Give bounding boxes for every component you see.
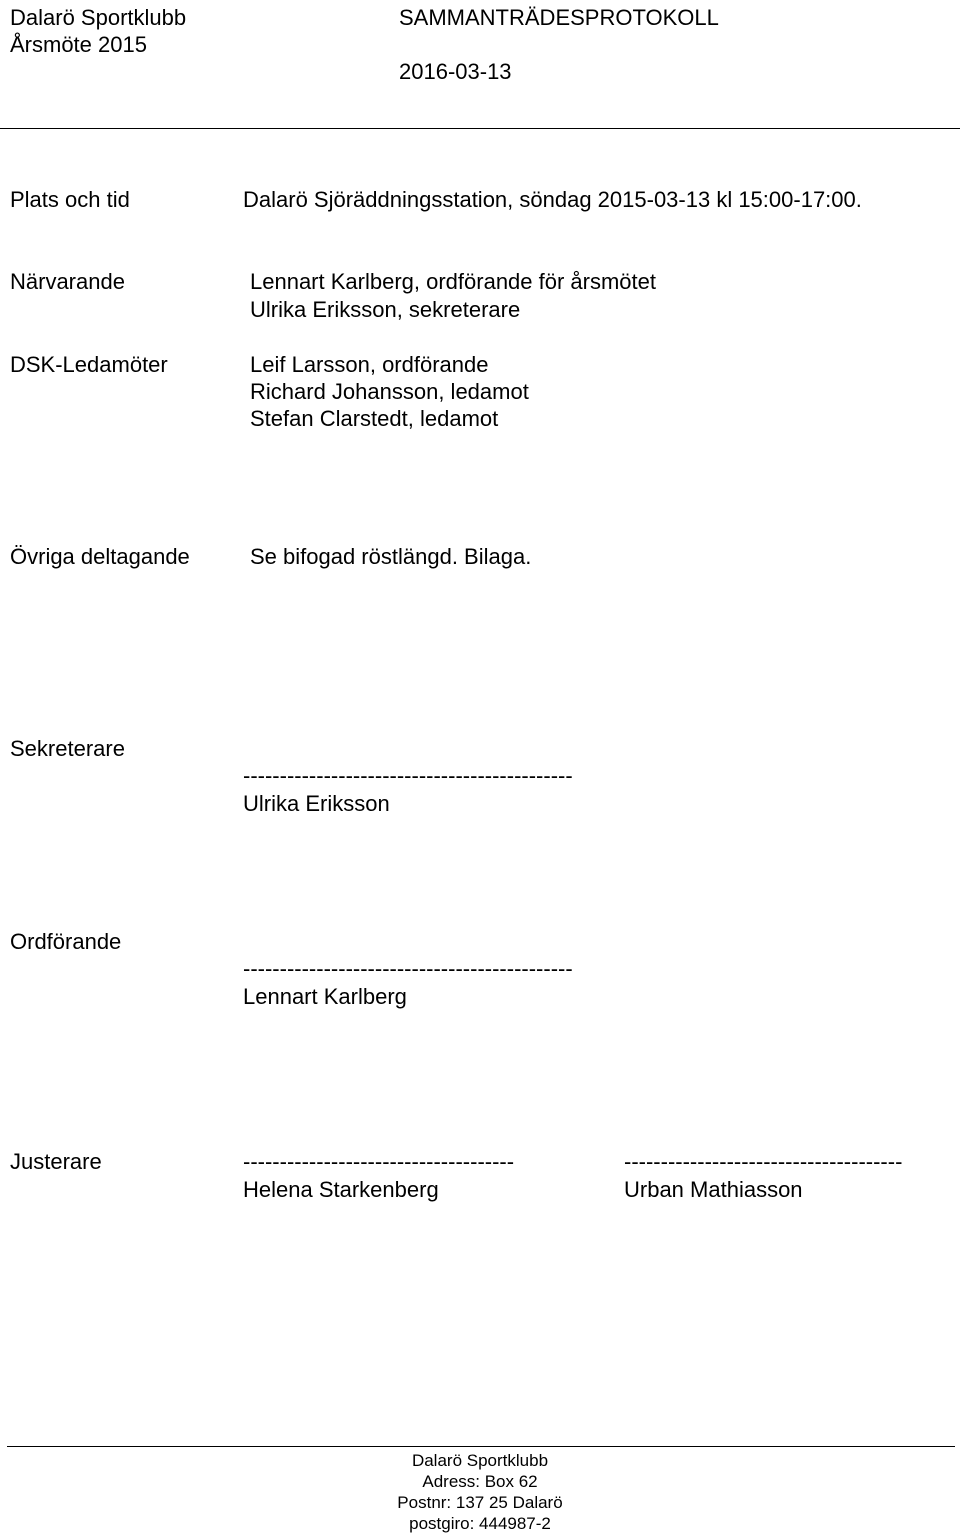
- ordforande-signature-line: ---------------------------------------------: [243, 956, 573, 981]
- ledamoter-label: DSK-Ledamöter: [10, 352, 168, 377]
- justerare-label: Justerare: [10, 1149, 102, 1174]
- header-divider: [0, 128, 960, 129]
- ordforande-label: Ordförande: [10, 929, 122, 954]
- footer-postnr: Postnr: 137 25 Dalarö: [397, 1493, 563, 1512]
- ovriga-label: Övriga deltagande: [10, 544, 190, 569]
- club-name: Dalarö Sportklubb: [10, 5, 187, 30]
- narvarande-line: Lennart Karlberg, ordförande för årsmötet: [250, 269, 657, 294]
- plats-label: Plats och tid: [10, 187, 130, 212]
- justerare-signature-line-2: --------------------------------------: [624, 1149, 903, 1174]
- footer-address: Adress: Box 62: [422, 1472, 538, 1491]
- footer-divider: [7, 1446, 955, 1447]
- justerare-signature-line-1: -------------------------------------: [243, 1149, 515, 1174]
- document-type: SAMMANTRÄDESPROTOKOLL: [399, 5, 719, 30]
- meeting-title: Årsmöte 2015: [10, 32, 147, 57]
- plats-value: Dalarö Sjöräddningsstation, söndag 2015-03-13 kl 15:00-17:00.: [243, 187, 862, 212]
- sekreterare-label: Sekreterare: [10, 736, 125, 761]
- ordforande-name: Lennart Karlberg: [243, 984, 407, 1009]
- justerare-name-2: Urban Mathiasson: [624, 1177, 803, 1202]
- justerare-name-1: Helena Starkenberg: [243, 1177, 439, 1202]
- ledamoter-line: Stefan Clarstedt, ledamot: [250, 406, 499, 431]
- ledamoter-line: Richard Johansson, ledamot: [250, 379, 529, 404]
- sekreterare-name: Ulrika Eriksson: [243, 791, 390, 816]
- ovriga-value: Se bifogad röstlängd. Bilaga.: [250, 544, 532, 569]
- narvarande-label: Närvarande: [10, 269, 125, 294]
- document-date: 2016-03-13: [399, 59, 512, 84]
- ledamoter-line: Leif Larsson, ordförande: [250, 352, 489, 377]
- narvarande-line: Ulrika Eriksson, sekreterare: [250, 297, 521, 322]
- footer-postgiro: postgiro: 444987-2: [409, 1514, 551, 1533]
- footer-club-name: Dalarö Sportklubb: [411, 1451, 549, 1470]
- sekreterare-signature-line: ---------------------------------------------: [243, 763, 573, 788]
